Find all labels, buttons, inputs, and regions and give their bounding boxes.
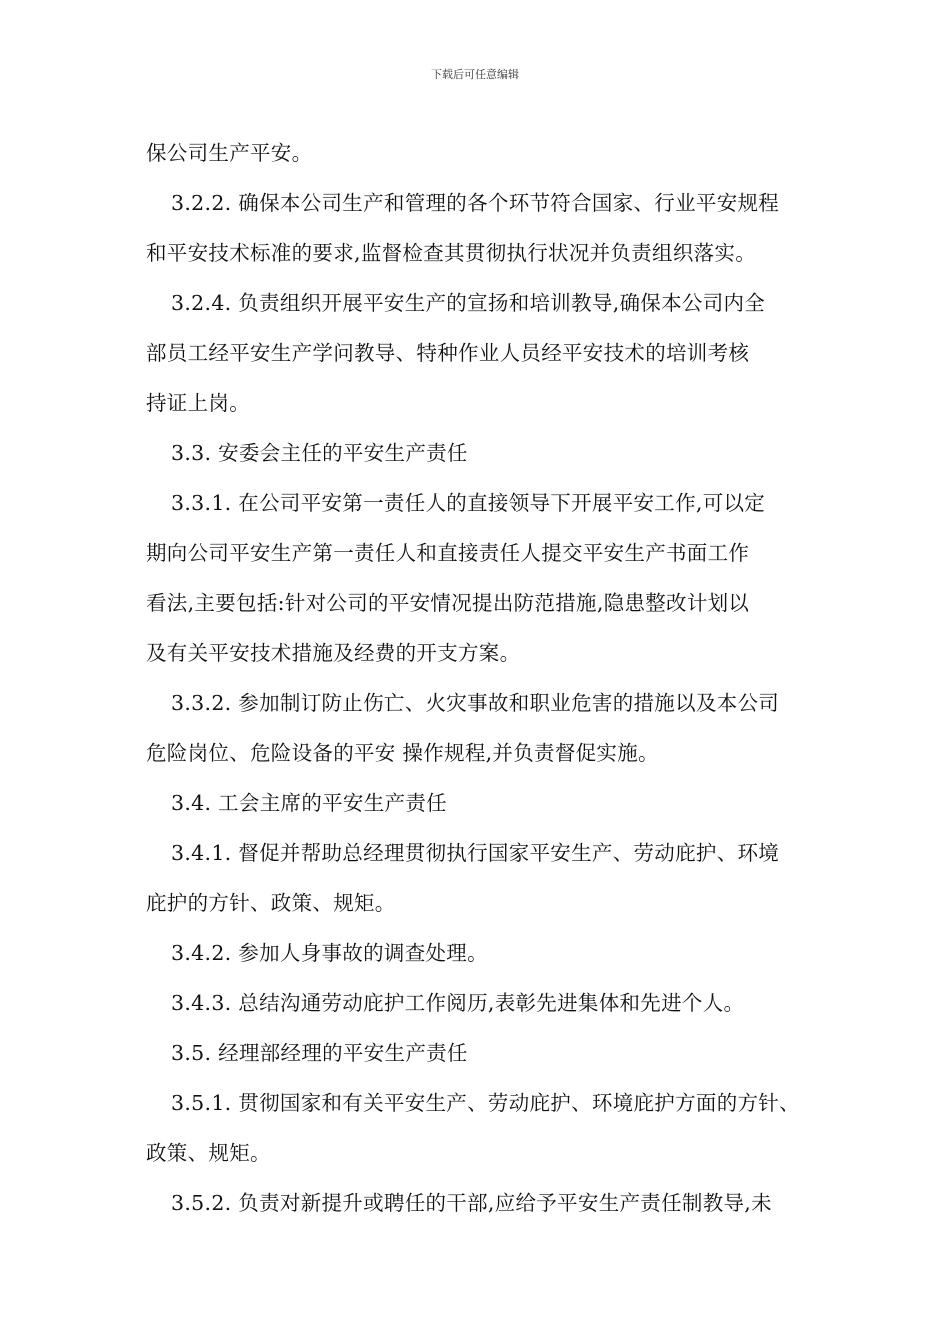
text-line: 3.3.2. 参加制订防止伤亡、火灾事故和职业危害的措施以及本公司 [171, 691, 780, 715]
page-header: 下载后可任意编辑 [431, 68, 519, 81]
text-line: 政策、规矩。 [146, 1141, 271, 1165]
text-line: 3.3.1. 在公司平安第一责任人的直接领导下开展平安工作,可以定 [171, 491, 766, 515]
text-line: 3.5.2. 负责对新提升或聘任的干部,应给予平安生产责任制教导,未 [171, 1191, 772, 1215]
text-line: 部员工经平安生产学问教导、特种作业人员经平安技术的培训考核 [146, 341, 750, 365]
document-body [146, 128, 826, 1228]
text-line: 庇护的方针、政策、规矩。 [146, 891, 396, 915]
section-heading: 3.4. 工会主席的平安生产责任 [171, 791, 447, 815]
section-heading: 3.3. 安委会主任的平安生产责任 [171, 441, 468, 465]
text-line: 危险岗位、危险设备的平安 操作规程,并负责督促实施。 [146, 741, 659, 765]
text-line: 及有关平安技术措施及经费的开支方案。 [146, 641, 521, 665]
text-line: 3.4.3. 总结沟通劳动庇护工作阅历,表彰先进集体和先进个人。 [171, 991, 745, 1015]
text-line: 期向公司平安生产第一责任人和直接责任人提交平安生产书面工作 [146, 541, 750, 565]
text-line: 看法,主要包括:针对公司的平安情况提出防范措施,隐患整改计划以 [146, 591, 750, 615]
text-line: 保公司生产平安。 [146, 141, 313, 165]
section-heading: 3.5. 经理部经理的平安生产责任 [171, 1041, 468, 1065]
text-line: 3.2.4. 负责组织开展平安生产的宣扬和培训教导,确保本公司内全 [171, 291, 766, 315]
text-line: 3.2.2. 确保本公司生产和管理的各个环节符合国家、行业平安规程 [171, 191, 780, 215]
text-line: 3.4.2. 参加人身事故的调查处理。 [171, 941, 488, 965]
text-line: 持证上岗。 [146, 391, 250, 415]
text-line: 3.5.1. 贯彻国家和有关平安生产、劳动庇护、环境庇护方面的方针、 [171, 1091, 800, 1115]
text-line: 3.4.1. 督促并帮助总经理贯彻执行国家平安生产、劳动庇护、环境 [171, 841, 780, 865]
text-line: 和平安技术标准的要求,监督检查其贯彻执行状况并负责组织落实。 [146, 241, 757, 265]
